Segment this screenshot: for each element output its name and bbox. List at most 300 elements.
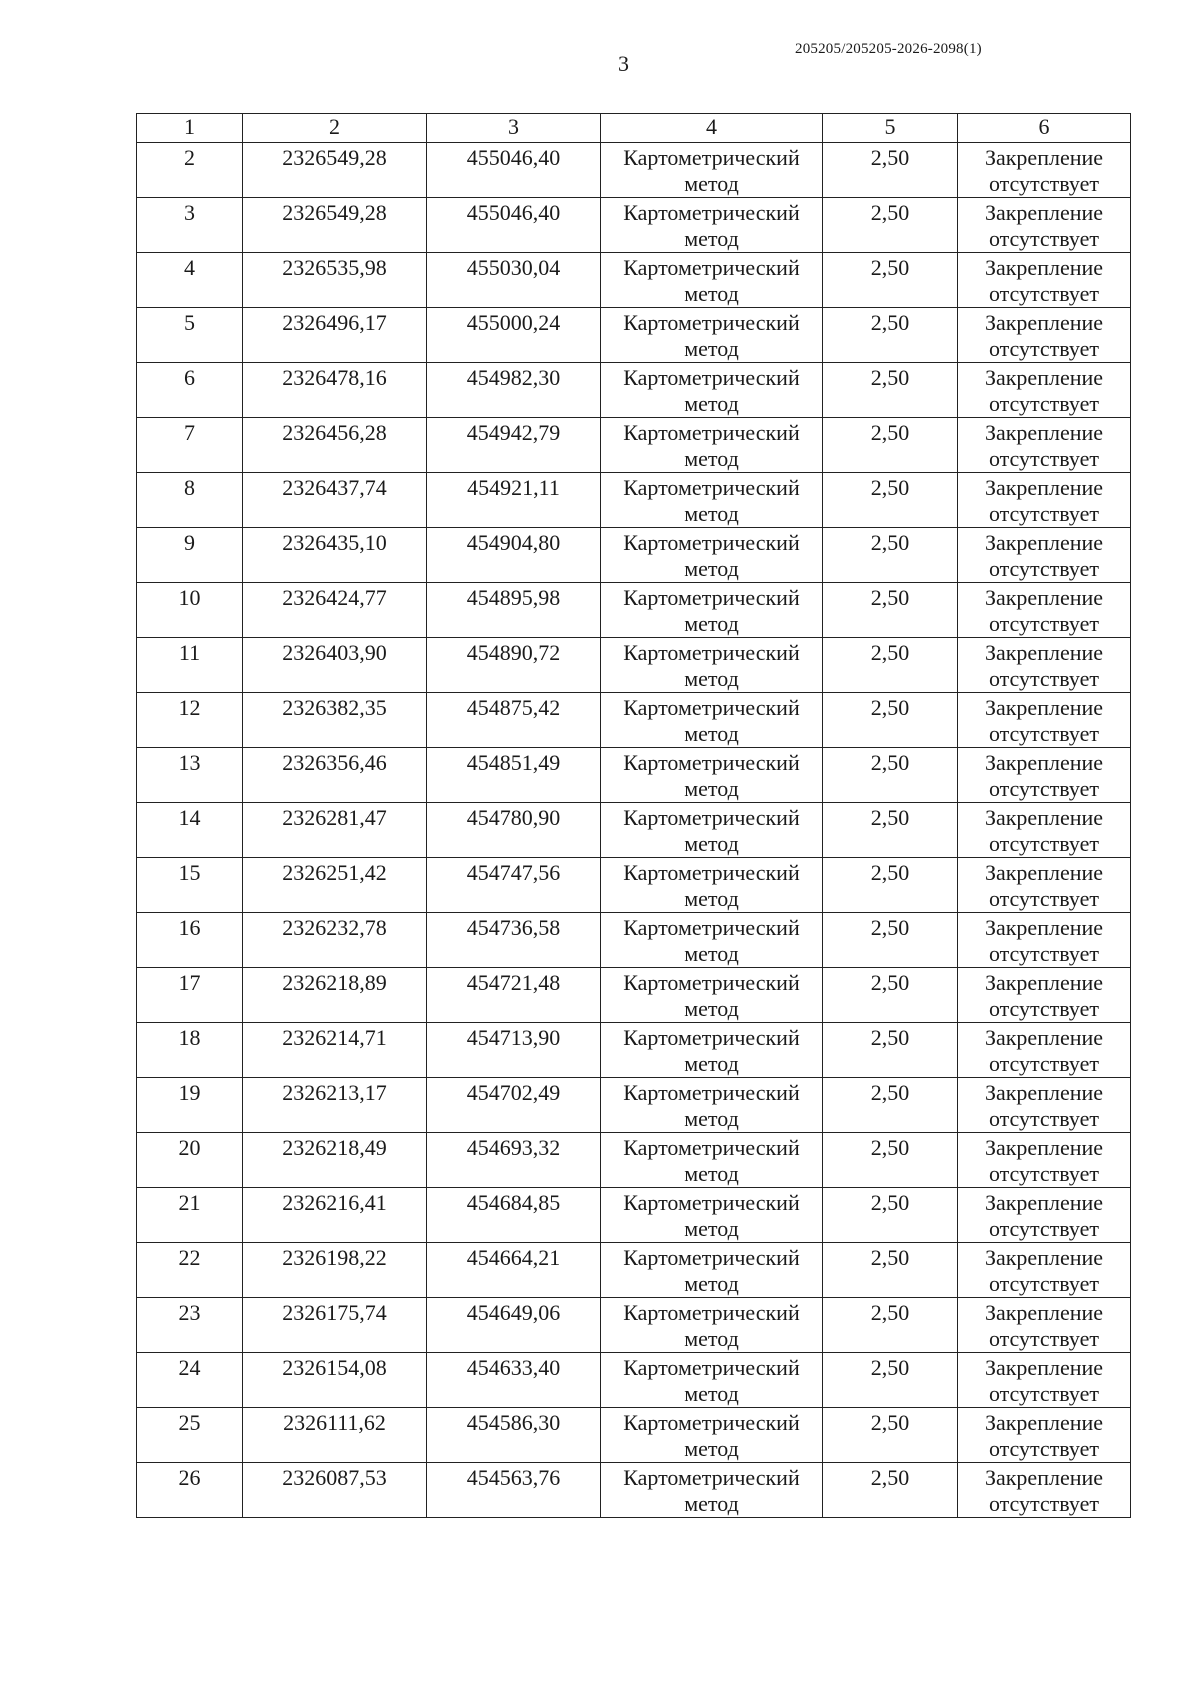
table-cell	[427, 143, 601, 198]
point-number-cell: 17	[178, 970, 201, 995]
table-cell	[137, 583, 243, 638]
table-row	[137, 968, 1131, 1023]
table-cell	[958, 968, 1131, 1023]
method-line: Картометрический	[623, 530, 800, 555]
x-coordinate-cell: 2326424,77	[282, 585, 387, 610]
point-number-cell: 21	[178, 1190, 201, 1215]
fixing-line: отсутствует	[988, 776, 1100, 801]
x-coordinate-cell: 2326087,53	[282, 1465, 387, 1490]
accuracy-cell: 2,50	[870, 255, 910, 280]
table-cell	[243, 583, 427, 638]
y-coordinate-cell: 454875,42	[466, 695, 561, 720]
fixing-line: отсутствует	[988, 1381, 1100, 1406]
y-coordinate-cell: 454780,90	[466, 805, 561, 830]
table-cell	[427, 1023, 601, 1078]
fixing-line: отсутствует	[988, 996, 1100, 1021]
fixing-line: Закрепление	[984, 1410, 1104, 1435]
accuracy-cell: 2,50	[870, 640, 910, 665]
table-cell	[823, 198, 958, 253]
table-cell	[958, 198, 1131, 253]
table-cell	[427, 1078, 601, 1133]
fixing-line: отсутствует	[988, 1436, 1100, 1461]
fixing-line: Закрепление	[984, 310, 1104, 335]
method-line: метод	[684, 611, 739, 636]
method-line: метод	[684, 1326, 739, 1351]
method-line: Картометрический	[623, 1190, 800, 1215]
table-cell	[958, 1298, 1131, 1353]
table-cell	[823, 1243, 958, 1298]
method-line: Картометрический	[623, 200, 800, 225]
table-cell	[958, 363, 1131, 418]
fixing-line: Закрепление	[984, 860, 1104, 885]
table-row	[137, 583, 1131, 638]
table-cell	[823, 1408, 958, 1463]
point-number-cell: 7	[184, 420, 195, 445]
table-cell	[243, 1243, 427, 1298]
table-cell	[137, 308, 243, 363]
table-cell	[823, 968, 958, 1023]
table-cell	[427, 1133, 601, 1188]
point-number-cell: 11	[178, 640, 201, 665]
fixing-line: Закрепление	[984, 695, 1104, 720]
table-cell	[427, 1188, 601, 1243]
table-cell	[958, 1188, 1131, 1243]
table-cell	[958, 143, 1131, 198]
y-coordinate-cell: 454851,49	[466, 750, 561, 775]
table-cell	[243, 473, 427, 528]
table-row	[137, 253, 1131, 308]
fixing-line: Закрепление	[984, 145, 1104, 170]
fixing-line: отсутствует	[988, 281, 1100, 306]
accuracy-cell: 2,50	[870, 1245, 910, 1270]
table-row	[137, 308, 1131, 363]
x-coordinate-cell: 2326403,90	[282, 640, 387, 665]
table-cell	[137, 1298, 243, 1353]
point-number-cell: 23	[178, 1300, 201, 1325]
table-cell	[823, 1188, 958, 1243]
table-cell	[243, 143, 427, 198]
fixing-line: отсутствует	[988, 1216, 1100, 1241]
fixing-line: Закрепление	[984, 1245, 1104, 1270]
method-line: метод	[684, 1161, 739, 1186]
table-cell	[427, 748, 601, 803]
table-cell	[958, 748, 1131, 803]
fixing-line: отсутствует	[988, 1051, 1100, 1076]
y-coordinate-cell: 455000,24	[466, 310, 561, 335]
point-number-cell: 18	[178, 1025, 201, 1050]
table-cell	[427, 528, 601, 583]
method-line: Картометрический	[623, 1410, 800, 1435]
fixing-line: отсутствует	[988, 721, 1100, 746]
table-cell	[958, 253, 1131, 308]
accuracy-cell: 2,50	[870, 475, 910, 500]
column-header: 5	[823, 114, 958, 143]
y-coordinate-cell: 455046,40	[466, 200, 561, 225]
table-cell	[427, 363, 601, 418]
point-number-cell: 24	[178, 1355, 201, 1380]
table-cell	[823, 858, 958, 913]
table-cell	[243, 1078, 427, 1133]
method-line: Картометрический	[623, 805, 800, 830]
fixing-line: отсутствует	[988, 941, 1100, 966]
y-coordinate-cell: 454684,85	[466, 1190, 561, 1215]
column-header: 4	[601, 114, 823, 143]
table-cell	[137, 748, 243, 803]
method-line: метод	[684, 391, 739, 416]
table-cell	[601, 1243, 823, 1298]
table-cell	[823, 143, 958, 198]
table-cell	[427, 803, 601, 858]
fixing-line: отсутствует	[988, 1326, 1100, 1351]
fixing-line: отсутствует	[988, 226, 1100, 251]
x-coordinate-cell: 2326437,74	[282, 475, 387, 500]
y-coordinate-cell: 454736,58	[466, 915, 561, 940]
table-row	[137, 1298, 1131, 1353]
table-cell	[137, 968, 243, 1023]
x-coordinate-cell: 2326382,35	[282, 695, 387, 720]
fixing-line: отсутствует	[988, 171, 1100, 196]
table-cell	[427, 1408, 601, 1463]
table-row	[137, 913, 1131, 968]
table-cell	[601, 1408, 823, 1463]
fixing-line: Закрепление	[984, 1355, 1104, 1380]
table-cell	[823, 803, 958, 858]
document-reference: 205205/205205-2026-2098(1)	[795, 41, 982, 57]
table-cell	[958, 1243, 1131, 1298]
table-cell	[243, 1133, 427, 1188]
table-cell	[958, 473, 1131, 528]
table-cell	[137, 1408, 243, 1463]
method-line: Картометрический	[623, 1025, 800, 1050]
point-number-cell: 2	[184, 145, 195, 170]
method-line: Картометрический	[623, 310, 800, 335]
method-line: Картометрический	[623, 1080, 800, 1105]
method-line: метод	[684, 831, 739, 856]
table-row	[137, 638, 1131, 693]
y-coordinate-cell: 454702,49	[466, 1080, 561, 1105]
x-coordinate-cell: 2326549,28	[282, 200, 387, 225]
table-row	[137, 693, 1131, 748]
table-cell	[137, 1353, 243, 1408]
fixing-line: Закрепление	[984, 1135, 1104, 1160]
accuracy-cell: 2,50	[870, 200, 910, 225]
accuracy-cell: 2,50	[870, 1080, 910, 1105]
method-line: метод	[684, 721, 739, 746]
x-coordinate-cell: 2326111,62	[283, 1410, 386, 1435]
point-number-cell: 3	[184, 200, 195, 225]
method-line: Картометрический	[623, 1355, 800, 1380]
table-cell	[427, 253, 601, 308]
fixing-line: Закрепление	[984, 1080, 1104, 1105]
fixing-line: отсутствует	[988, 1106, 1100, 1131]
table-cell	[427, 1243, 601, 1298]
table-cell	[958, 1133, 1131, 1188]
fixing-line: Закрепление	[984, 640, 1104, 665]
table-cell	[823, 748, 958, 803]
table-cell	[137, 473, 243, 528]
table-row	[137, 1188, 1131, 1243]
fixing-line: отсутствует	[988, 1491, 1100, 1516]
table-cell	[137, 253, 243, 308]
table-cell	[601, 583, 823, 638]
y-coordinate-cell: 454633,40	[466, 1355, 561, 1380]
table-cell	[243, 418, 427, 473]
table-cell	[243, 308, 427, 363]
table-cell	[601, 1353, 823, 1408]
table-cell	[243, 363, 427, 418]
method-line: метод	[684, 556, 739, 581]
table-cell	[823, 473, 958, 528]
table-cell	[427, 913, 601, 968]
point-number-cell: 8	[184, 475, 195, 500]
table-header-row	[137, 114, 1131, 143]
table-cell	[601, 968, 823, 1023]
method-line: Картометрический	[623, 475, 800, 500]
fixing-line: Закрепление	[984, 970, 1104, 995]
table-cell	[958, 1353, 1131, 1408]
fixing-line: Закрепление	[984, 750, 1104, 775]
column-header: 3	[427, 114, 601, 143]
point-number-cell: 14	[178, 805, 201, 830]
column-header: 1	[137, 114, 243, 143]
x-coordinate-cell: 2326216,41	[282, 1190, 387, 1215]
point-number-cell: 13	[178, 750, 201, 775]
x-coordinate-cell: 2326198,22	[282, 1245, 387, 1270]
accuracy-cell: 2,50	[870, 970, 910, 995]
method-line: метод	[684, 1491, 739, 1516]
point-number-cell: 5	[184, 310, 195, 335]
table-cell	[601, 803, 823, 858]
coordinates-table	[136, 113, 1131, 1518]
fixing-line: отсутствует	[988, 611, 1100, 636]
table-cell	[243, 1463, 427, 1518]
table-cell	[823, 1023, 958, 1078]
x-coordinate-cell: 2326218,89	[282, 970, 387, 995]
table-cell	[137, 528, 243, 583]
x-coordinate-cell: 2326214,71	[282, 1025, 387, 1050]
table-cell	[243, 1353, 427, 1408]
table-cell	[137, 363, 243, 418]
y-coordinate-cell: 454721,48	[466, 970, 561, 995]
point-number-cell: 6	[184, 365, 195, 390]
x-coordinate-cell: 2326496,17	[282, 310, 387, 335]
accuracy-cell: 2,50	[870, 1355, 910, 1380]
table-cell	[601, 1188, 823, 1243]
y-coordinate-cell: 454693,32	[466, 1135, 561, 1160]
method-line: метод	[684, 171, 739, 196]
table-cell	[823, 1463, 958, 1518]
accuracy-cell: 2,50	[870, 420, 910, 445]
table-cell	[601, 1023, 823, 1078]
table-cell	[823, 1353, 958, 1408]
y-coordinate-cell: 454747,56	[466, 860, 561, 885]
accuracy-cell: 2,50	[870, 805, 910, 830]
accuracy-cell: 2,50	[870, 1190, 910, 1215]
table-cell	[601, 473, 823, 528]
accuracy-cell: 2,50	[870, 915, 910, 940]
fixing-line: отсутствует	[988, 391, 1100, 416]
table-cell	[601, 198, 823, 253]
table-cell	[601, 308, 823, 363]
x-coordinate-cell: 2326218,49	[282, 1135, 387, 1160]
table-cell	[823, 1133, 958, 1188]
table-cell	[601, 638, 823, 693]
fixing-line: Закрепление	[984, 530, 1104, 555]
table-cell	[601, 748, 823, 803]
method-line: Картометрический	[623, 365, 800, 390]
table-cell	[601, 363, 823, 418]
fixing-line: отсутствует	[988, 446, 1100, 471]
method-line: метод	[684, 446, 739, 471]
x-coordinate-cell: 2326478,16	[282, 365, 387, 390]
table-row	[137, 858, 1131, 913]
method-line: Картометрический	[623, 695, 800, 720]
point-number-cell: 9	[184, 530, 195, 555]
fixing-line: Закрепление	[984, 200, 1104, 225]
table-cell	[958, 913, 1131, 968]
method-line: метод	[684, 1381, 739, 1406]
table-cell	[823, 308, 958, 363]
table-cell	[137, 1078, 243, 1133]
table-row	[137, 803, 1131, 858]
method-line: метод	[684, 1051, 739, 1076]
fixing-line: отсутствует	[988, 886, 1100, 911]
table-cell	[823, 638, 958, 693]
table-cell	[243, 748, 427, 803]
method-line: Картометрический	[623, 585, 800, 610]
table-cell	[601, 1078, 823, 1133]
table-cell	[243, 968, 427, 1023]
table-row	[137, 198, 1131, 253]
y-coordinate-cell: 454921,11	[467, 475, 560, 500]
fixing-line: Закрепление	[984, 475, 1104, 500]
table-cell	[427, 198, 601, 253]
x-coordinate-cell: 2326281,47	[282, 805, 387, 830]
method-line: Картометрический	[623, 750, 800, 775]
method-line: Картометрический	[623, 915, 800, 940]
table-cell	[601, 528, 823, 583]
fixing-line: Закрепление	[984, 1025, 1104, 1050]
table-cell	[823, 693, 958, 748]
table-cell	[427, 968, 601, 1023]
table-cell	[243, 253, 427, 308]
method-line: Картометрический	[623, 1465, 800, 1490]
table-cell	[823, 913, 958, 968]
table-cell	[601, 418, 823, 473]
x-coordinate-cell: 2326232,78	[282, 915, 387, 940]
method-line: Картометрический	[623, 1135, 800, 1160]
fixing-line: отсутствует	[988, 831, 1100, 856]
method-line: Картометрический	[623, 970, 800, 995]
point-number-cell: 4	[184, 255, 195, 280]
table-cell	[823, 1298, 958, 1353]
method-line: метод	[684, 226, 739, 251]
table-cell	[243, 858, 427, 913]
table-cell	[427, 693, 601, 748]
fixing-line: Закрепление	[984, 915, 1104, 940]
table-cell	[243, 1188, 427, 1243]
table-cell	[243, 693, 427, 748]
table-cell	[958, 1463, 1131, 1518]
table-cell	[243, 198, 427, 253]
table-cell	[823, 528, 958, 583]
table-cell	[601, 858, 823, 913]
table-row	[137, 1408, 1131, 1463]
table-cell	[137, 858, 243, 913]
table-cell	[427, 1353, 601, 1408]
table-cell	[958, 528, 1131, 583]
table-cell	[601, 1133, 823, 1188]
table-cell	[137, 1188, 243, 1243]
table-cell	[601, 1463, 823, 1518]
point-number-cell: 10	[178, 585, 201, 610]
point-number-cell: 15	[178, 860, 201, 885]
point-number-cell: 22	[178, 1245, 201, 1270]
method-line: Картометрический	[623, 145, 800, 170]
table-row	[137, 748, 1131, 803]
fixing-line: Закрепление	[984, 1300, 1104, 1325]
method-line: метод	[684, 666, 739, 691]
fixing-line: отсутствует	[988, 666, 1100, 691]
x-coordinate-cell: 2326356,46	[282, 750, 387, 775]
table-cell	[958, 583, 1131, 638]
table-row	[137, 143, 1131, 198]
table-cell	[427, 1298, 601, 1353]
fixing-line: Закрепление	[984, 365, 1104, 390]
table-cell	[137, 803, 243, 858]
table-cell	[958, 308, 1131, 363]
accuracy-cell: 2,50	[870, 1135, 910, 1160]
y-coordinate-cell: 454664,21	[466, 1245, 561, 1270]
table-cell	[427, 858, 601, 913]
table-cell	[427, 308, 601, 363]
fixing-line: отсутствует	[988, 556, 1100, 581]
x-coordinate-cell: 2326175,74	[282, 1300, 387, 1325]
table-cell	[601, 1298, 823, 1353]
table-cell	[601, 143, 823, 198]
x-coordinate-cell: 2326251,42	[282, 860, 387, 885]
accuracy-cell: 2,50	[870, 585, 910, 610]
table-row	[137, 418, 1131, 473]
table-cell	[958, 418, 1131, 473]
table-cell	[601, 913, 823, 968]
point-number-cell: 16	[178, 915, 201, 940]
table-cell	[427, 1463, 601, 1518]
table-cell	[243, 803, 427, 858]
table-cell	[137, 1133, 243, 1188]
table-cell	[601, 693, 823, 748]
table-cell	[958, 693, 1131, 748]
method-line: Картометрический	[623, 860, 800, 885]
table-cell	[958, 803, 1131, 858]
fixing-line: Закрепление	[984, 1190, 1104, 1215]
y-coordinate-cell: 455030,04	[466, 255, 561, 280]
method-line: метод	[684, 776, 739, 801]
table-cell	[958, 638, 1131, 693]
accuracy-cell: 2,50	[870, 695, 910, 720]
fixing-line: отсутствует	[988, 501, 1100, 526]
accuracy-cell: 2,50	[870, 860, 910, 885]
fixing-line: отсутствует	[988, 336, 1100, 361]
accuracy-cell: 2,50	[870, 1300, 910, 1325]
accuracy-cell: 2,50	[870, 1025, 910, 1050]
x-coordinate-cell: 2326154,08	[282, 1355, 387, 1380]
table-cell	[137, 418, 243, 473]
accuracy-cell: 2,50	[870, 530, 910, 555]
table-cell	[427, 473, 601, 528]
table-cell	[601, 253, 823, 308]
point-number-cell: 12	[178, 695, 201, 720]
